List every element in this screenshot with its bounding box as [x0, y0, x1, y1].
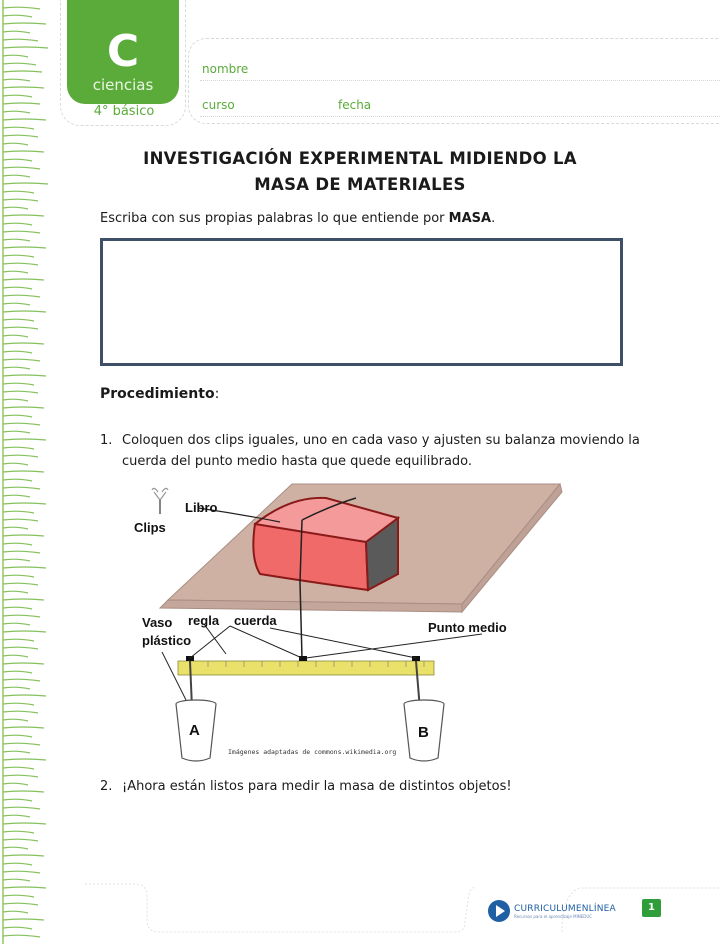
name-label: nombre — [202, 62, 249, 76]
step-text — [122, 430, 640, 472]
grade-label: 4° básico — [82, 104, 166, 122]
footer-frame-decoration — [85, 882, 475, 936]
course-date-field[interactable] — [200, 116, 720, 117]
label-cup: Vaso — [142, 615, 173, 630]
balance-experiment-illustration — [130, 478, 570, 768]
title-line-2: MASA DE MATERIALES — [254, 175, 466, 194]
image-credit: Imágenes adaptadas de commons.wikimedia.org — [228, 748, 397, 756]
clip-icon — [152, 488, 168, 514]
label-clips: Clips — [134, 520, 166, 535]
student-info-box — [188, 38, 720, 124]
play-logo-icon — [488, 900, 510, 922]
label-ruler: regla — [188, 613, 220, 628]
prompt-end: . — [491, 211, 496, 226]
label-cup-b: B — [418, 724, 429, 741]
procedure-heading-text: Procedimiento — [100, 386, 215, 402]
date-label: fecha — [338, 98, 372, 112]
prompt-text: Escriba con sus propias palabras lo que entiende por — [100, 211, 449, 226]
label-cup-a: A — [189, 722, 200, 739]
step-number: 1. — [100, 433, 113, 448]
step-number: 2. — [100, 779, 113, 794]
logo-subtitle: Recursos para el aprendizaje MINEDUC — [514, 913, 593, 919]
title-line-1: INVESTIGACIÓN EXPERIMENTAL MIDIENDO LA — [143, 149, 577, 168]
subject-badge — [67, 0, 179, 104]
answer-box[interactable] — [100, 238, 623, 366]
procedure-colon: : — [214, 386, 220, 402]
step-1-line-1: Coloquen dos clips iguales, uno en cada vaso y ajusten su balanza moviendo la — [122, 433, 640, 448]
grass-border-decoration — [0, 0, 50, 944]
course-label: curso — [202, 98, 235, 112]
step-2-text: ¡Ahora están listos para medir la masa de distintos objetos! — [122, 779, 512, 794]
curriculum-logo[interactable] — [488, 900, 616, 922]
mass-prompt — [100, 211, 495, 226]
worksheet-title — [90, 146, 630, 198]
label-book: Libro — [185, 500, 218, 515]
procedure-heading — [100, 386, 219, 402]
procedure-step-1 — [100, 430, 640, 472]
page-number: 1 — [642, 899, 661, 917]
subject-letter: C — [106, 26, 140, 77]
prompt-keyword: MASA — [448, 211, 492, 226]
logo-name: CURRICULUMENLÍNEA — [514, 903, 616, 914]
name-field[interactable] — [200, 80, 720, 81]
label-midpoint: Punto medio — [428, 620, 507, 635]
subject-name: ciencias — [92, 76, 154, 94]
label-cup-2: plástico — [142, 633, 192, 648]
step-1-line-2: cuerda del punto medio hasta que quede equilibrado. — [122, 454, 473, 469]
procedure-step-2 — [100, 776, 512, 797]
label-string: cuerda — [234, 613, 277, 628]
